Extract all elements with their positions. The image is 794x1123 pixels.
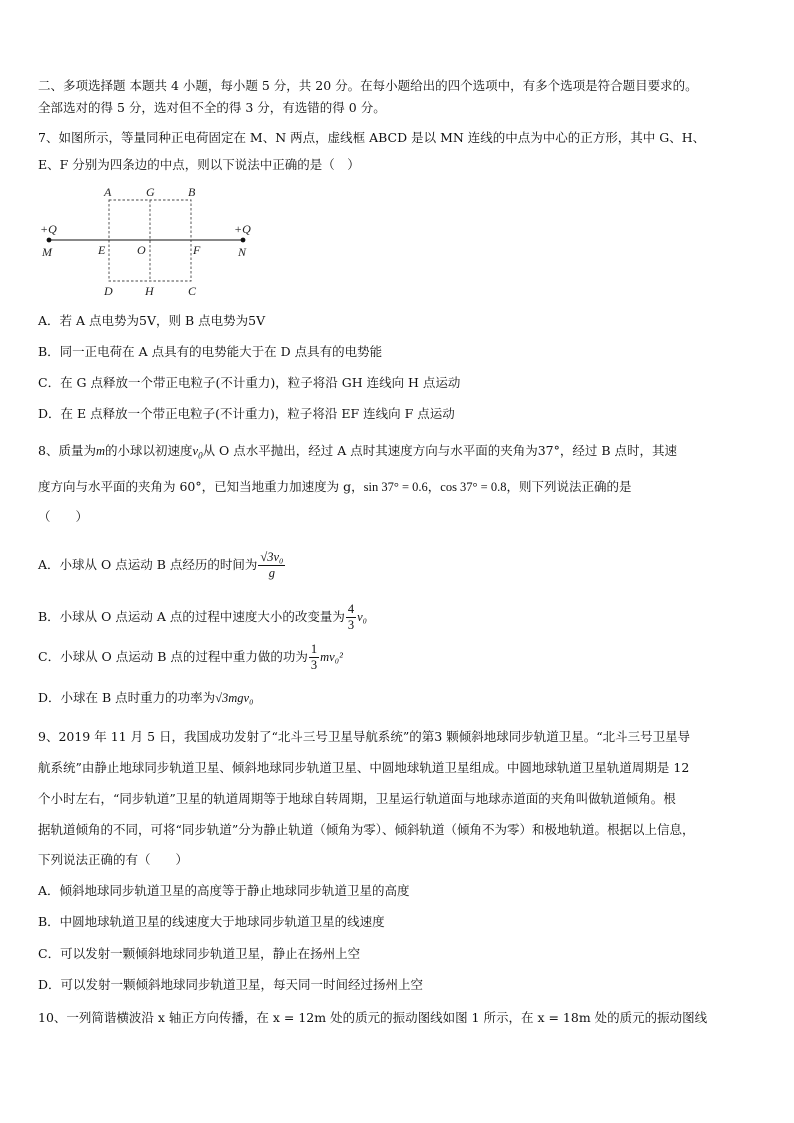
q7-stem-line2: E、F 分别为四条边的中点，则以下说法中正确的是（ ）: [38, 157, 360, 172]
fraction-denominator: g: [268, 566, 275, 580]
q9-stem-line4: 据轨道倾角的不同，可将“同步轨道”分为静止轨道（倾角为零）、倾斜轨道（倾角不为零）和极地轨道。根据以上信息，: [38, 822, 695, 837]
label-b: B: [188, 185, 196, 199]
section-heading: 二、多项选择题 本题共 4 小题，每小题 5 分，共 20 分。在每小题给出的四个选项中，有多个选项是符合题目要求的。: [38, 78, 698, 93]
label-n: N: [238, 245, 247, 259]
q9-option-b: B．中圆地球轨道卫星的线速度大于地球同步轨道卫星的线速度: [38, 914, 385, 929]
label-h: H: [145, 284, 154, 297]
q8-mass-symbol: m: [95, 444, 105, 458]
q8-option-a-text: A．小球从 O 点运动 B 点经历的时间为: [38, 557, 258, 572]
section-scoring: 全部选对的得 5 分，选对但不全的得 3 分，有选错的得 0 分。: [38, 100, 386, 115]
q9-stem-line2: 航系统”由静止地球同步轨道卫星、倾斜地球同步轨道卫星、中圆地球轨道卫星组成。中圆地球轨道卫星轨道周期是 12: [38, 760, 690, 775]
q7-stem-line1: 7、如图所示，等量同种正电荷固定在 M、N 两点，虚线框 ABCD 是以 MN 连线的中点为中心的正方形，其中 G、H、: [38, 130, 706, 145]
q8-option-a-fraction: [258, 550, 285, 581]
charge-n: [241, 238, 246, 243]
label-f: F: [193, 243, 201, 257]
q8-cos-value: cos 37° = 0.8: [440, 480, 507, 494]
q8-v-letter: v: [192, 444, 199, 458]
q9-option-c: C．可以发射一颗倾斜地球同步轨道卫星，静止在扬州上空: [38, 946, 361, 961]
fraction-numerator: 4: [347, 602, 355, 616]
q7-option-a: A．若 A 点电势为5V，则 B 点电势为5V: [38, 313, 266, 328]
q8-option-d-math: √3mgv₀: [215, 691, 254, 705]
q8-option-c: [38, 640, 343, 674]
label-a: A: [104, 185, 112, 199]
q9-stem-line5: 下列说法正确的有（ ）: [38, 852, 189, 867]
q8-option-b: [38, 600, 367, 634]
q8-stem-line3: （ ）: [38, 509, 89, 524]
label-g: G: [146, 185, 155, 199]
label-left-charge: +Q: [40, 222, 57, 236]
q8-stem-part4: 度方向与水平面的夹角为 60°，已知当地重力加速度为 g，: [38, 479, 364, 494]
q8-stem-line1: [38, 443, 677, 464]
q8-stem-part1: 8、质量为: [38, 443, 96, 458]
q7-option-d: D．在 E 点释放一个带正电粒子(不计重力)，粒子将沿 EF 连线向 F 点运动: [38, 406, 455, 421]
q7-option-b: B．同一正电荷在 A 点具有的电势能大于在 D 点具有的电势能: [38, 344, 383, 359]
q8-stem-part3: 从 O 点水平抛出，经过 A 点时其速度方向与水平面的夹角为37°，经过 B 点时，其速: [202, 443, 678, 458]
q8-option-c-fraction: [309, 642, 319, 673]
fraction-numerator: √3v₀: [260, 550, 284, 564]
charge-m: [47, 238, 52, 243]
q8-option-b-fraction: [346, 602, 356, 633]
q9-option-d: D．可以发射一颗倾斜地球同步轨道卫星，每天同一时间经过扬州上空: [38, 977, 424, 992]
q7-diagram: [38, 185, 268, 297]
q8-stem-part2: 的小球以初速度: [104, 443, 193, 458]
q9-stem-line1: 9、2019 年 11 月 5 日，我国成功发射了“北斗三号卫星导航系统”的第3 颗倾斜地球同步轨道卫星。“北斗三号卫星导: [38, 729, 691, 744]
q9-option-a: A．倾斜地球同步轨道卫星的高度等于静止地球同步轨道卫星的高度: [38, 883, 410, 898]
q9-stem-line3: 个小时左右，“同步轨道”卫星的轨道周期等于地球自转周期，卫星运行轨道面与地球赤道面的夹角叫做轨道倾角。根: [38, 791, 676, 806]
q8-sin-value: sin 37° = 0.6: [363, 480, 428, 494]
q8-v0-symbol: [192, 444, 203, 461]
q8-option-a: [38, 548, 286, 582]
fraction-denominator: 3: [347, 618, 355, 632]
label-o: O: [137, 243, 146, 257]
fraction-denominator: 3: [310, 658, 318, 672]
q8-option-d-text: D．小球在 B 点时重力的功率为: [38, 690, 216, 705]
q8-option-c-tail: mv₀²: [320, 650, 343, 664]
q8-option-b-text: B．小球从 O 点运动 A 点的过程中速度大小的改变量为: [38, 609, 345, 624]
fraction-numerator: 1: [310, 642, 318, 656]
q8-option-d: [38, 690, 253, 706]
q7-option-c: C．在 G 点释放一个带正电粒子(不计重力)，粒子将沿 GH 连线向 H 点运动: [38, 375, 461, 390]
label-c: C: [188, 284, 197, 297]
q8-stem-line2: 度方向与水平面的夹角为 60°，已知当地重力加速度为 g，sin 37° = 0.6，cos 37° = 0.8，则下列说法正确的是: [38, 479, 632, 494]
label-m: M: [42, 245, 52, 259]
q8-stem-part5: ，则下列说法正确的是: [506, 479, 632, 494]
q8-v-subscript: 0: [198, 450, 203, 461]
q10-stem: 10、一列简谐横波沿 x 轴正方向传播，在 x = 12m 处的质元的振动图线如图 1 所示，在 x = 18m 处的质元的振动图线: [38, 1010, 708, 1025]
label-e: E: [98, 243, 106, 257]
q8-option-b-tail: v₀: [357, 610, 368, 624]
label-d: D: [104, 284, 113, 297]
q8-option-c-text: C．小球从 O 点运动 B 点的过程中重力做的功为: [38, 649, 308, 664]
label-right-charge: +Q: [234, 222, 251, 236]
